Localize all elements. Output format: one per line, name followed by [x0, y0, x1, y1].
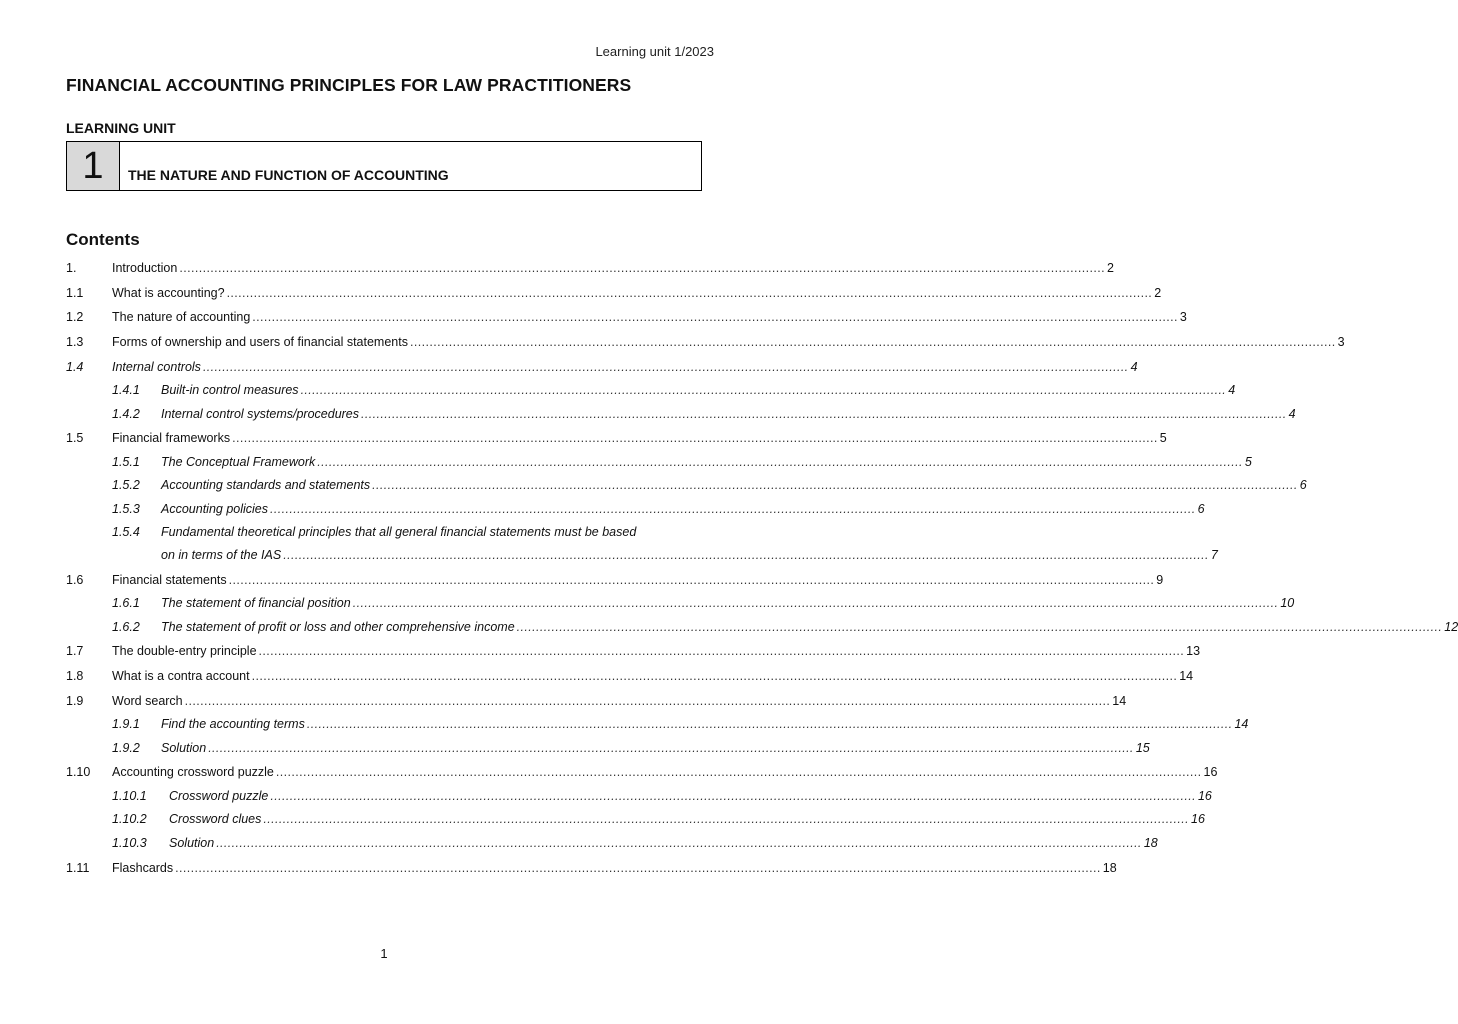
toc-dot-leader	[252, 306, 1178, 330]
toc-entry[interactable]	[66, 306, 1187, 330]
toc-dot-leader	[410, 331, 1336, 355]
toc-entry-page: 14	[1112, 693, 1127, 708]
toc-entry[interactable]	[66, 356, 1138, 380]
toc-entry-title: Built-in control measures	[161, 383, 299, 398]
toc-entry-page: 12	[1444, 619, 1458, 634]
toc-entry-number: 1.5.1	[112, 454, 140, 469]
toc-dot-leader	[216, 832, 1142, 856]
toc-entry[interactable]	[66, 785, 1212, 809]
toc-dot-leader	[185, 690, 1111, 714]
toc-dot-leader	[372, 474, 1298, 498]
toc-entry-number: 1.6.1	[112, 596, 140, 611]
toc-entry-title: Crossword clues	[169, 812, 262, 827]
toc-dot-leader	[270, 498, 1196, 522]
toc-entry-page: 5	[1244, 454, 1252, 469]
toc-entry[interactable]	[66, 569, 1164, 593]
toc-entry-title: What is a contra account	[112, 669, 250, 683]
learning-unit-number: 1	[67, 142, 120, 190]
toc-entry-page: 4	[1130, 359, 1138, 374]
toc-entry[interactable]	[66, 690, 1127, 714]
toc-entry-title: Internal controls	[112, 359, 201, 374]
toc-entry[interactable]	[66, 665, 1194, 689]
toc-entry-page: 14	[1179, 669, 1194, 683]
toc-entry-title: Solution	[161, 740, 207, 755]
toc-entry[interactable]	[66, 737, 1150, 761]
toc-entry-number: 1.5	[66, 431, 84, 446]
toc-entry-number: 1.7	[66, 644, 84, 659]
table-of-contents	[66, 257, 1458, 880]
toc-entry-page: 5	[1159, 431, 1167, 446]
toc-entry-page: 15	[1135, 740, 1150, 755]
toc-entry[interactable]	[66, 331, 1345, 355]
toc-entry[interactable]	[66, 257, 1114, 281]
toc-entry-title: Flashcards	[112, 860, 174, 875]
toc-entry-page: 2	[1106, 261, 1114, 275]
toc-entry-number: 1.8	[66, 669, 84, 683]
toc-dot-leader	[270, 785, 1196, 809]
contents-title: Contents	[66, 230, 140, 249]
toc-entry-page: 16	[1191, 812, 1205, 827]
header-unit-label: Learning unit 1/2023	[595, 44, 714, 59]
toc-entry[interactable]	[66, 832, 1158, 856]
toc-dot-leader	[259, 640, 1185, 664]
toc-entry-page: 18	[1143, 835, 1158, 850]
toc-entry-title: The statement of profit or loss and other comprehensive income	[161, 619, 515, 634]
toc-entry[interactable]	[66, 808, 1205, 832]
toc-entry-title: Solution	[169, 835, 215, 850]
toc-dot-leader	[263, 808, 1189, 832]
toc-entry-number: 1.4	[66, 359, 84, 374]
toc-dot-leader	[283, 544, 1209, 567]
toc-entry-title: Accounting crossword puzzle	[112, 765, 274, 780]
toc-dot-leader	[203, 356, 1129, 380]
toc-entry-title: The nature of accounting	[112, 310, 251, 325]
toc-dot-leader	[229, 569, 1155, 593]
toc-dot-leader	[276, 761, 1202, 785]
toc-entry-page: 3	[1337, 335, 1345, 350]
toc-entry[interactable]	[66, 857, 1117, 881]
toc-dot-leader	[175, 857, 1101, 881]
toc-entry[interactable]	[66, 451, 1252, 475]
toc-entry-number: 1.10.3	[112, 835, 147, 850]
toc-entry-number: 1.	[66, 261, 77, 275]
page-number: 1	[380, 946, 388, 961]
toc-entry-number: 1.1	[66, 285, 84, 300]
toc-entry-number: 1.4.1	[112, 383, 140, 398]
toc-entry-number: 1.5.4	[112, 525, 140, 540]
toc-entry-title: Accounting policies	[161, 501, 269, 516]
toc-entry-title: Find the accounting terms	[161, 717, 305, 732]
learning-unit-heading: THE NATURE AND FUNCTION OF ACCOUNTING	[128, 167, 449, 183]
toc-entry-page: 6	[1197, 501, 1205, 516]
toc-entry-number: 1.6.2	[112, 619, 140, 634]
toc-entry[interactable]	[66, 282, 1162, 306]
toc-entry-number: 1.2	[66, 310, 84, 325]
toc-entry-number: 1.6	[66, 572, 84, 587]
toc-entry-title: The double-entry principle	[112, 644, 257, 659]
toc-entry-title: Accounting standards and statements	[161, 478, 371, 493]
toc-dot-leader	[179, 257, 1105, 281]
toc-entry[interactable]	[66, 616, 1458, 640]
toc-entry[interactable]	[66, 498, 1205, 522]
toc-dot-leader	[317, 451, 1243, 475]
toc-entry-title: The Conceptual Framework	[161, 454, 316, 469]
toc-entry-title: Word search	[112, 693, 183, 708]
toc-entry-page: 16	[1197, 788, 1212, 803]
toc-dot-leader	[208, 737, 1134, 761]
toc-entry[interactable]	[66, 403, 1296, 427]
toc-entry[interactable]	[66, 474, 1307, 498]
toc-entry[interactable]	[66, 427, 1167, 451]
toc-entry-title: Forms of ownership and users of financial statements	[112, 335, 408, 350]
toc-entry-page: 7	[1210, 548, 1218, 563]
toc-entry-page: 3	[1179, 310, 1187, 325]
document-title: FINANCIAL ACCOUNTING PRINCIPLES FOR LAW PRACTITIONERS	[66, 75, 632, 95]
toc-entry-page: 16	[1203, 765, 1218, 780]
toc-entry-page: 4	[1228, 383, 1236, 398]
toc-dot-leader	[232, 427, 1158, 451]
toc-entry-title: Fundamental theoretical principles that all general financial statements must be based	[161, 525, 637, 540]
toc-entry-number: 1.10.2	[112, 812, 147, 827]
toc-dot-leader	[307, 713, 1233, 737]
learning-unit-box	[66, 141, 702, 191]
toc-entry-title-continued: on in terms of the IAS	[161, 548, 282, 563]
toc-entry-page: 10	[1280, 596, 1295, 611]
toc-dot-leader	[517, 616, 1443, 640]
toc-entry-number: 1.10	[66, 765, 91, 780]
toc-entry-page: 2	[1154, 285, 1162, 300]
learning-unit-label: LEARNING UNIT	[66, 120, 176, 136]
toc-entry-number: 1.4.2	[112, 406, 140, 421]
toc-entry-number: 1.5.2	[112, 478, 140, 493]
toc-entry[interactable]	[66, 521, 1218, 567]
toc-entry-title: The statement of financial position	[161, 596, 351, 611]
toc-entry-number: 1.3	[66, 335, 84, 350]
toc-entry-number: 1.5.3	[112, 501, 140, 516]
toc-dot-leader	[353, 592, 1279, 616]
toc-entry-page: 4	[1288, 406, 1296, 421]
toc-entry[interactable]	[66, 592, 1295, 616]
toc-entry-number: 1.11	[66, 860, 90, 875]
toc-entry-title: Financial frameworks	[112, 431, 231, 446]
toc-dot-leader	[361, 403, 1287, 427]
toc-entry-title: Financial statements	[112, 572, 227, 587]
toc-entry-page: 6	[1299, 478, 1307, 493]
toc-entry[interactable]	[66, 761, 1218, 785]
toc-entry-title: Introduction	[112, 261, 178, 275]
toc-entry-number: 1.10.1	[112, 788, 147, 803]
toc-entry[interactable]	[66, 379, 1236, 403]
toc-entry-title: What is accounting?	[112, 285, 225, 300]
toc-entry[interactable]	[66, 640, 1201, 664]
toc-entry-title: Internal control systems/procedures	[161, 406, 360, 421]
toc-entry-number: 1.9	[66, 693, 84, 708]
toc-entry-number: 1.9.2	[112, 740, 140, 755]
toc-entry-page: 14	[1234, 717, 1249, 732]
toc-entry[interactable]	[66, 713, 1249, 737]
toc-entry-page: 9	[1156, 572, 1164, 587]
toc-entry-page: 18	[1102, 860, 1117, 875]
toc-entry-title: Crossword puzzle	[169, 788, 269, 803]
toc-dot-leader	[252, 665, 1178, 689]
toc-dot-leader	[301, 379, 1227, 403]
toc-dot-leader	[227, 282, 1153, 306]
toc-entry-page: 13	[1186, 644, 1201, 659]
toc-entry-number: 1.9.1	[112, 717, 140, 732]
